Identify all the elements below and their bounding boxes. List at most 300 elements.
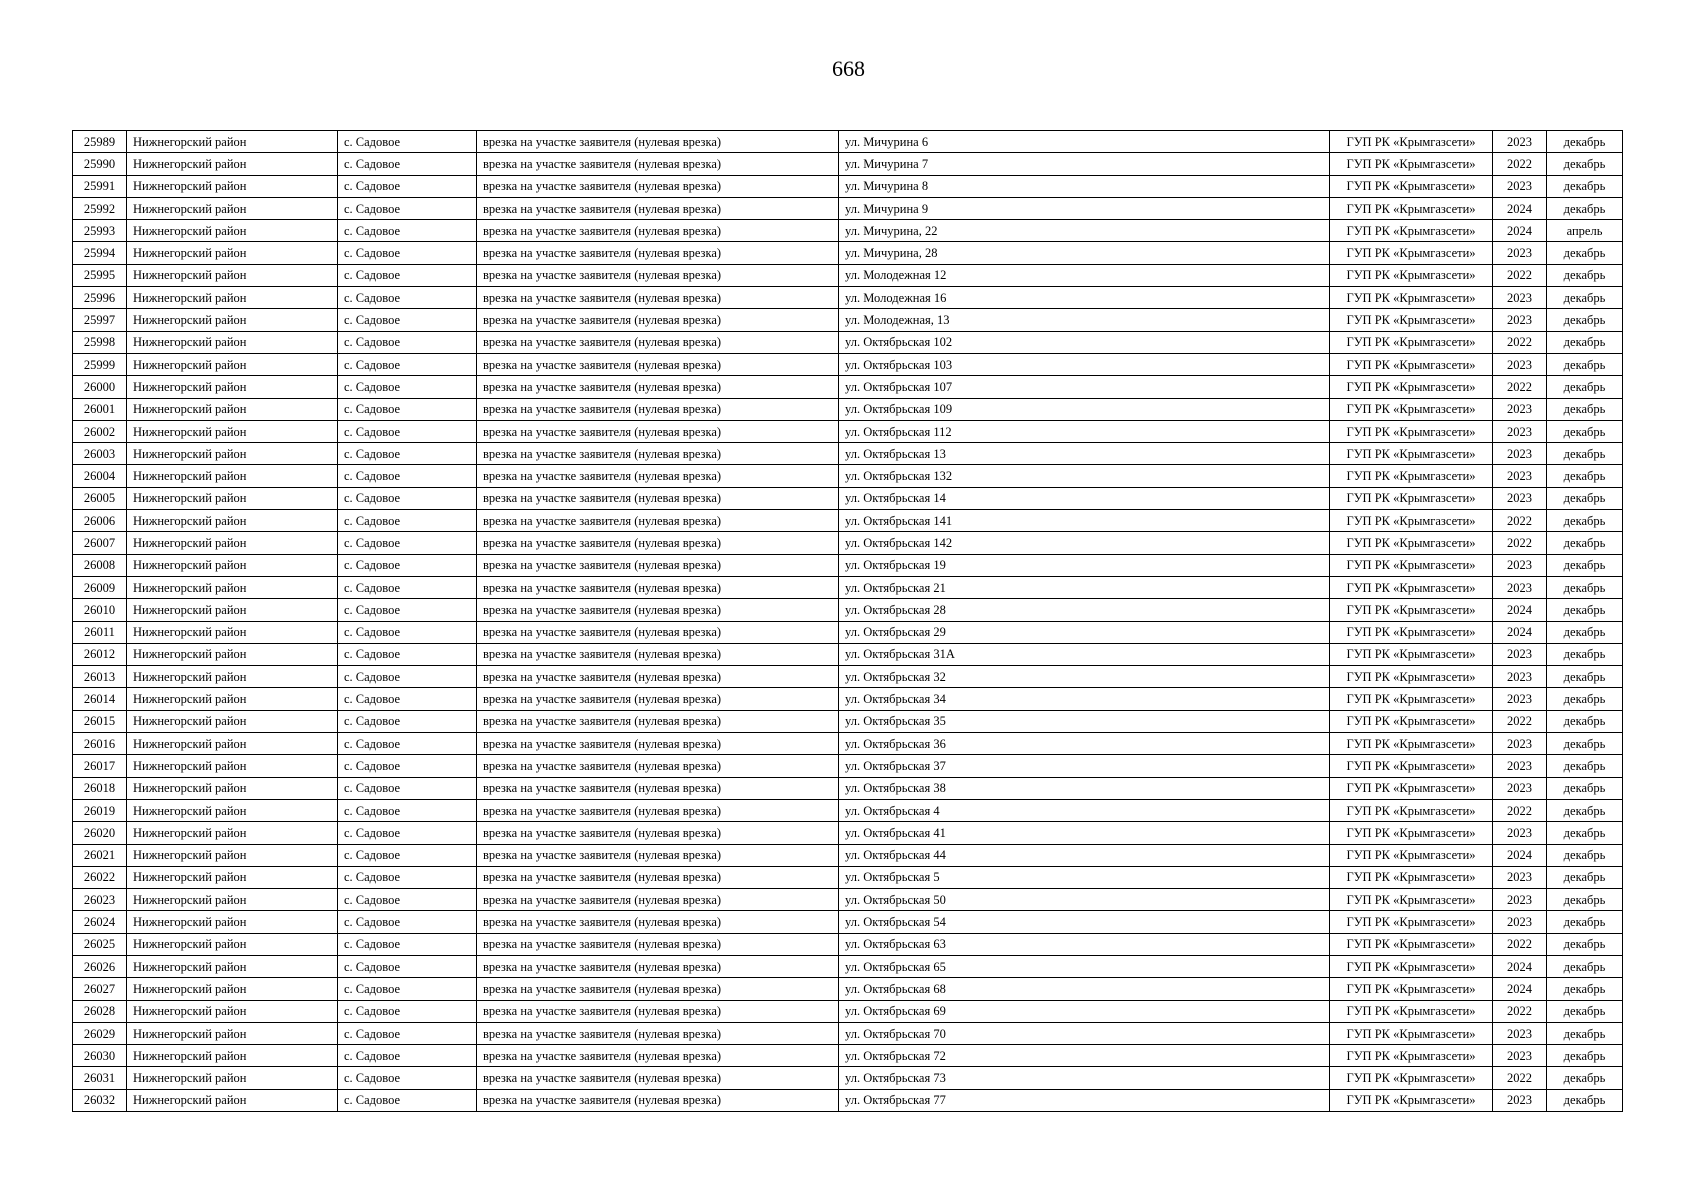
cell-record-number: 25995 (73, 264, 127, 286)
page-number: 668 (832, 56, 865, 81)
cell-year: 2023 (1493, 1045, 1547, 1067)
cell-year: 2023 (1493, 175, 1547, 197)
cell-work-type: врезка на участке заявителя (нулевая врезка) (477, 331, 839, 353)
cell-work-type: врезка на участке заявителя (нулевая врезка) (477, 643, 839, 665)
table-row (73, 955, 1623, 977)
cell-year: 2023 (1493, 465, 1547, 487)
cell-month: декабрь (1547, 1089, 1623, 1111)
cell-month: декабрь (1547, 264, 1623, 286)
cell-settlement: с. Садовое (338, 866, 477, 888)
cell-organization: ГУП РК «Крымгазсети» (1330, 242, 1493, 264)
cell-month: декабрь (1547, 443, 1623, 465)
cell-address: ул. Октябрьская 38 (839, 777, 1330, 799)
cell-settlement: с. Садовое (338, 532, 477, 554)
cell-record-number: 26022 (73, 866, 127, 888)
cell-district: Нижнегорский район (127, 621, 338, 643)
cell-settlement: с. Садовое (338, 955, 477, 977)
cell-year: 2023 (1493, 1089, 1547, 1111)
cell-address: ул. Октябрьская 14 (839, 487, 1330, 509)
cell-settlement: с. Садовое (338, 376, 477, 398)
table-row (73, 643, 1623, 665)
cell-address: ул. Октябрьская 5 (839, 866, 1330, 888)
table-row (73, 755, 1623, 777)
cell-month: декабрь (1547, 153, 1623, 175)
table-row (73, 822, 1623, 844)
cell-year: 2024 (1493, 955, 1547, 977)
cell-record-number: 26017 (73, 755, 127, 777)
cell-address: ул. Октябрьская 50 (839, 889, 1330, 911)
cell-organization: ГУП РК «Крымгазсети» (1330, 197, 1493, 219)
cell-address: ул. Октябрьская 109 (839, 398, 1330, 420)
cell-settlement: с. Садовое (338, 911, 477, 933)
cell-work-type: врезка на участке заявителя (нулевая врезка) (477, 287, 839, 309)
cell-record-number: 26028 (73, 1000, 127, 1022)
cell-work-type: врезка на участке заявителя (нулевая врезка) (477, 443, 839, 465)
cell-district: Нижнегорский район (127, 1045, 338, 1067)
cell-year: 2023 (1493, 554, 1547, 576)
cell-organization: ГУП РК «Крымгазсети» (1330, 822, 1493, 844)
cell-month: декабрь (1547, 889, 1623, 911)
cell-settlement: с. Садовое (338, 242, 477, 264)
cell-organization: ГУП РК «Крымгазсети» (1330, 576, 1493, 598)
cell-address: ул. Октябрьская 28 (839, 599, 1330, 621)
cell-year: 2024 (1493, 220, 1547, 242)
cell-organization: ГУП РК «Крымгазсети» (1330, 621, 1493, 643)
cell-year: 2023 (1493, 666, 1547, 688)
cell-district: Нижнегорский район (127, 242, 338, 264)
table-row (73, 844, 1623, 866)
cell-organization: ГУП РК «Крымгазсети» (1330, 1089, 1493, 1111)
cell-address: ул. Октябрьская 37 (839, 755, 1330, 777)
cell-record-number: 26026 (73, 955, 127, 977)
cell-organization: ГУП РК «Крымгазсети» (1330, 220, 1493, 242)
cell-year: 2022 (1493, 376, 1547, 398)
cell-address: ул. Октябрьская 32 (839, 666, 1330, 688)
cell-month: декабрь (1547, 799, 1623, 821)
table-row (73, 576, 1623, 598)
cell-record-number: 26001 (73, 398, 127, 420)
cell-organization: ГУП РК «Крымгазсети» (1330, 153, 1493, 175)
cell-work-type: врезка на участке заявителя (нулевая врезка) (477, 889, 839, 911)
cell-settlement: с. Садовое (338, 1045, 477, 1067)
cell-month: декабрь (1547, 175, 1623, 197)
cell-district: Нижнегорский район (127, 643, 338, 665)
cell-month: декабрь (1547, 376, 1623, 398)
cell-district: Нижнегорский район (127, 1089, 338, 1111)
cell-work-type: врезка на участке заявителя (нулевая врезка) (477, 1089, 839, 1111)
cell-address: ул. Мичурина, 28 (839, 242, 1330, 264)
cell-year: 2022 (1493, 331, 1547, 353)
cell-address: ул. Октябрьская 102 (839, 331, 1330, 353)
cell-district: Нижнегорский район (127, 710, 338, 732)
cell-work-type: врезка на участке заявителя (нулевая врезка) (477, 398, 839, 420)
cell-address: ул. Октябрьская 73 (839, 1067, 1330, 1089)
cell-settlement: с. Садовое (338, 599, 477, 621)
cell-record-number: 26018 (73, 777, 127, 799)
cell-settlement: с. Садовое (338, 487, 477, 509)
cell-work-type: врезка на участке заявителя (нулевая врезка) (477, 131, 839, 153)
cell-record-number: 25998 (73, 331, 127, 353)
cell-organization: ГУП РК «Крымгазсети» (1330, 844, 1493, 866)
cell-work-type: врезка на участке заявителя (нулевая врезка) (477, 688, 839, 710)
table-row (73, 309, 1623, 331)
cell-month: декабрь (1547, 554, 1623, 576)
table-row (73, 1045, 1623, 1067)
cell-organization: ГУП РК «Крымгазсети» (1330, 688, 1493, 710)
cell-district: Нижнегорский район (127, 420, 338, 442)
cell-settlement: с. Садовое (338, 220, 477, 242)
table-row (73, 331, 1623, 353)
cell-year: 2022 (1493, 1000, 1547, 1022)
table-row (73, 287, 1623, 309)
cell-organization: ГУП РК «Крымгазсети» (1330, 398, 1493, 420)
cell-record-number: 26031 (73, 1067, 127, 1089)
cell-address: ул. Октябрьская 69 (839, 1000, 1330, 1022)
cell-district: Нижнегорский район (127, 376, 338, 398)
cell-record-number: 26013 (73, 666, 127, 688)
cell-district: Нижнегорский район (127, 510, 338, 532)
cell-month: декабрь (1547, 955, 1623, 977)
table-row (73, 710, 1623, 732)
table-row (73, 197, 1623, 219)
cell-work-type: врезка на участке заявителя (нулевая врезка) (477, 264, 839, 286)
cell-district: Нижнегорский район (127, 955, 338, 977)
cell-address: ул. Октябрьская 19 (839, 554, 1330, 576)
cell-record-number: 25993 (73, 220, 127, 242)
cell-settlement: с. Садовое (338, 621, 477, 643)
cell-district: Нижнегорский район (127, 487, 338, 509)
cell-organization: ГУП РК «Крымгазсети» (1330, 554, 1493, 576)
cell-address: ул. Октябрьская 68 (839, 978, 1330, 1000)
cell-work-type: врезка на участке заявителя (нулевая врезка) (477, 844, 839, 866)
table-row (73, 554, 1623, 576)
cell-organization: ГУП РК «Крымгазсети» (1330, 643, 1493, 665)
cell-month: декабрь (1547, 643, 1623, 665)
cell-work-type: врезка на участке заявителя (нулевая врезка) (477, 576, 839, 598)
cell-year: 2023 (1493, 487, 1547, 509)
table-row (73, 688, 1623, 710)
table-row (73, 1067, 1623, 1089)
cell-settlement: с. Садовое (338, 933, 477, 955)
cell-year: 2023 (1493, 420, 1547, 442)
cell-work-type: врезка на участке заявителя (нулевая врезка) (477, 532, 839, 554)
cell-work-type: врезка на участке заявителя (нулевая врезка) (477, 799, 839, 821)
cell-record-number: 25997 (73, 309, 127, 331)
cell-record-number: 26007 (73, 532, 127, 554)
table-row (73, 889, 1623, 911)
registry-table (72, 130, 1623, 1112)
cell-organization: ГУП РК «Крымгазсети» (1330, 175, 1493, 197)
cell-address: ул. Октябрьская 141 (839, 510, 1330, 532)
cell-record-number: 25994 (73, 242, 127, 264)
cell-settlement: с. Садовое (338, 554, 477, 576)
cell-work-type: врезка на участке заявителя (нулевая врезка) (477, 621, 839, 643)
cell-month: декабрь (1547, 978, 1623, 1000)
cell-month: декабрь (1547, 733, 1623, 755)
cell-work-type: врезка на участке заявителя (нулевая врезка) (477, 933, 839, 955)
cell-settlement: с. Садовое (338, 510, 477, 532)
cell-address: ул. Молодежная 16 (839, 287, 1330, 309)
cell-organization: ГУП РК «Крымгазсети» (1330, 487, 1493, 509)
table-row (73, 264, 1623, 286)
cell-district: Нижнегорский район (127, 1067, 338, 1089)
cell-organization: ГУП РК «Крымгазсети» (1330, 799, 1493, 821)
cell-organization: ГУП РК «Крымгазсети» (1330, 955, 1493, 977)
cell-settlement: с. Садовое (338, 153, 477, 175)
cell-address: ул. Октябрьская 77 (839, 1089, 1330, 1111)
cell-settlement: с. Садовое (338, 889, 477, 911)
cell-organization: ГУП РК «Крымгазсети» (1330, 777, 1493, 799)
cell-work-type: врезка на участке заявителя (нулевая врезка) (477, 710, 839, 732)
registry-table-body (73, 131, 1623, 1112)
cell-settlement: с. Садовое (338, 443, 477, 465)
cell-month: декабрь (1547, 822, 1623, 844)
cell-work-type: врезка на участке заявителя (нулевая врезка) (477, 599, 839, 621)
cell-record-number: 26004 (73, 465, 127, 487)
cell-district: Нижнегорский район (127, 799, 338, 821)
table-row (73, 978, 1623, 1000)
table-row (73, 532, 1623, 554)
cell-address: ул. Октябрьская 21 (839, 576, 1330, 598)
cell-district: Нижнегорский район (127, 666, 338, 688)
cell-district: Нижнегорский район (127, 733, 338, 755)
cell-month: декабрь (1547, 599, 1623, 621)
cell-settlement: с. Садовое (338, 197, 477, 219)
cell-organization: ГУП РК «Крымгазсети» (1330, 443, 1493, 465)
cell-record-number: 26014 (73, 688, 127, 710)
cell-district: Нижнегорский район (127, 822, 338, 844)
cell-address: ул. Октябрьская 35 (839, 710, 1330, 732)
cell-address: ул. Октябрьская 65 (839, 955, 1330, 977)
cell-organization: ГУП РК «Крымгазсети» (1330, 510, 1493, 532)
cell-year: 2023 (1493, 353, 1547, 375)
table-row (73, 131, 1623, 153)
table-row (73, 599, 1623, 621)
cell-district: Нижнегорский район (127, 287, 338, 309)
table-row (73, 220, 1623, 242)
cell-year: 2022 (1493, 532, 1547, 554)
cell-address: ул. Октябрьская 36 (839, 733, 1330, 755)
cell-settlement: с. Садовое (338, 799, 477, 821)
cell-month: декабрь (1547, 197, 1623, 219)
cell-district: Нижнегорский район (127, 1000, 338, 1022)
cell-month: декабрь (1547, 1067, 1623, 1089)
cell-address: ул. Октябрьская 132 (839, 465, 1330, 487)
table-row (73, 777, 1623, 799)
cell-month: декабрь (1547, 1000, 1623, 1022)
cell-work-type: врезка на участке заявителя (нулевая врезка) (477, 666, 839, 688)
cell-district: Нижнегорский район (127, 398, 338, 420)
cell-settlement: с. Садовое (338, 844, 477, 866)
cell-settlement: с. Садовое (338, 777, 477, 799)
cell-settlement: с. Садовое (338, 1089, 477, 1111)
cell-organization: ГУП РК «Крымгазсети» (1330, 331, 1493, 353)
cell-record-number: 26015 (73, 710, 127, 732)
cell-settlement: с. Садовое (338, 1000, 477, 1022)
cell-district: Нижнегорский район (127, 844, 338, 866)
cell-settlement: с. Садовое (338, 398, 477, 420)
cell-settlement: с. Садовое (338, 465, 477, 487)
cell-work-type: врезка на участке заявителя (нулевая врезка) (477, 978, 839, 1000)
cell-month: декабрь (1547, 510, 1623, 532)
cell-work-type: врезка на участке заявителя (нулевая врезка) (477, 153, 839, 175)
cell-organization: ГУП РК «Крымгазсети» (1330, 131, 1493, 153)
table-row (73, 666, 1623, 688)
cell-record-number: 26029 (73, 1022, 127, 1044)
cell-settlement: с. Садовое (338, 733, 477, 755)
cell-work-type: врезка на участке заявителя (нулевая врезка) (477, 220, 839, 242)
table-row (73, 353, 1623, 375)
cell-address: ул. Мичурина 9 (839, 197, 1330, 219)
cell-record-number: 26011 (73, 621, 127, 643)
cell-organization: ГУП РК «Крымгазсети» (1330, 866, 1493, 888)
cell-record-number: 25990 (73, 153, 127, 175)
cell-address: ул. Октябрьская 34 (839, 688, 1330, 710)
cell-month: декабрь (1547, 777, 1623, 799)
cell-district: Нижнегорский район (127, 153, 338, 175)
cell-month: декабрь (1547, 911, 1623, 933)
cell-work-type: врезка на участке заявителя (нулевая врезка) (477, 1022, 839, 1044)
cell-month: декабрь (1547, 309, 1623, 331)
cell-year: 2023 (1493, 733, 1547, 755)
table-row (73, 933, 1623, 955)
cell-month: декабрь (1547, 1022, 1623, 1044)
cell-work-type: врезка на участке заявителя (нулевая врезка) (477, 1000, 839, 1022)
cell-district: Нижнегорский район (127, 220, 338, 242)
cell-work-type: врезка на участке заявителя (нулевая врезка) (477, 733, 839, 755)
cell-month: декабрь (1547, 353, 1623, 375)
cell-work-type: врезка на участке заявителя (нулевая врезка) (477, 420, 839, 442)
cell-district: Нижнегорский район (127, 532, 338, 554)
cell-organization: ГУП РК «Крымгазсети» (1330, 933, 1493, 955)
cell-record-number: 26005 (73, 487, 127, 509)
cell-record-number: 26020 (73, 822, 127, 844)
cell-record-number: 26025 (73, 933, 127, 955)
cell-month: декабрь (1547, 331, 1623, 353)
cell-address: ул. Октябрьская 54 (839, 911, 1330, 933)
cell-organization: ГУП РК «Крымгазсети» (1330, 264, 1493, 286)
cell-address: ул. Октябрьская 13 (839, 443, 1330, 465)
cell-work-type: врезка на участке заявителя (нулевая врезка) (477, 465, 839, 487)
cell-month: декабрь (1547, 398, 1623, 420)
cell-district: Нижнегорский район (127, 331, 338, 353)
cell-year: 2022 (1493, 1067, 1547, 1089)
cell-address: ул. Октябрьская 31А (839, 643, 1330, 665)
cell-address: ул. Мичурина 8 (839, 175, 1330, 197)
cell-year: 2022 (1493, 933, 1547, 955)
cell-work-type: врезка на участке заявителя (нулевая врезка) (477, 755, 839, 777)
cell-record-number: 26027 (73, 978, 127, 1000)
cell-record-number: 26032 (73, 1089, 127, 1111)
cell-month: декабрь (1547, 532, 1623, 554)
cell-year: 2023 (1493, 242, 1547, 264)
cell-year: 2023 (1493, 287, 1547, 309)
cell-organization: ГУП РК «Крымгазсети» (1330, 599, 1493, 621)
cell-district: Нижнегорский район (127, 777, 338, 799)
cell-year: 2023 (1493, 822, 1547, 844)
cell-year: 2023 (1493, 755, 1547, 777)
cell-year: 2023 (1493, 1022, 1547, 1044)
cell-month: декабрь (1547, 688, 1623, 710)
cell-month: декабрь (1547, 933, 1623, 955)
cell-district: Нижнегорский район (127, 264, 338, 286)
cell-district: Нижнегорский район (127, 889, 338, 911)
cell-year: 2022 (1493, 153, 1547, 175)
table-row (73, 443, 1623, 465)
cell-record-number: 26008 (73, 554, 127, 576)
cell-organization: ГУП РК «Крымгазсети» (1330, 420, 1493, 442)
cell-work-type: врезка на участке заявителя (нулевая врезка) (477, 554, 839, 576)
cell-record-number: 25996 (73, 287, 127, 309)
cell-district: Нижнегорский район (127, 443, 338, 465)
cell-address: ул. Мичурина 7 (839, 153, 1330, 175)
cell-month: декабрь (1547, 131, 1623, 153)
cell-address: ул. Октябрьская 44 (839, 844, 1330, 866)
table-row (73, 1089, 1623, 1111)
cell-month: декабрь (1547, 844, 1623, 866)
cell-organization: ГУП РК «Крымгазсети» (1330, 978, 1493, 1000)
cell-work-type: врезка на участке заявителя (нулевая врезка) (477, 175, 839, 197)
cell-district: Нижнегорский район (127, 599, 338, 621)
table-row (73, 175, 1623, 197)
table-row (73, 510, 1623, 532)
cell-settlement: с. Садовое (338, 643, 477, 665)
cell-work-type: врезка на участке заявителя (нулевая врезка) (477, 242, 839, 264)
cell-settlement: с. Садовое (338, 287, 477, 309)
cell-settlement: с. Садовое (338, 822, 477, 844)
table-row (73, 376, 1623, 398)
cell-organization: ГУП РК «Крымгазсети» (1330, 889, 1493, 911)
cell-record-number: 26006 (73, 510, 127, 532)
cell-address: ул. Октябрьская 4 (839, 799, 1330, 821)
cell-work-type: врезка на участке заявителя (нулевая врезка) (477, 510, 839, 532)
cell-year: 2022 (1493, 264, 1547, 286)
cell-address: ул. Молодежная 12 (839, 264, 1330, 286)
cell-work-type: врезка на участке заявителя (нулевая врезка) (477, 1067, 839, 1089)
cell-district: Нижнегорский район (127, 197, 338, 219)
cell-year: 2023 (1493, 777, 1547, 799)
cell-year: 2024 (1493, 197, 1547, 219)
cell-month: декабрь (1547, 242, 1623, 264)
cell-year: 2024 (1493, 621, 1547, 643)
cell-district: Нижнегорский район (127, 131, 338, 153)
cell-year: 2023 (1493, 398, 1547, 420)
cell-record-number: 26003 (73, 443, 127, 465)
cell-month: декабрь (1547, 1045, 1623, 1067)
cell-address: ул. Октябрьская 63 (839, 933, 1330, 955)
cell-record-number: 26023 (73, 889, 127, 911)
cell-record-number: 25989 (73, 131, 127, 153)
cell-settlement: с. Садовое (338, 666, 477, 688)
cell-address: ул. Октябрьская 70 (839, 1022, 1330, 1044)
cell-year: 2023 (1493, 576, 1547, 598)
cell-settlement: с. Садовое (338, 309, 477, 331)
cell-organization: ГУП РК «Крымгазсети» (1330, 353, 1493, 375)
cell-year: 2023 (1493, 688, 1547, 710)
cell-work-type: врезка на участке заявителя (нулевая врезка) (477, 376, 839, 398)
cell-record-number: 25999 (73, 353, 127, 375)
cell-organization: ГУП РК «Крымгазсети» (1330, 376, 1493, 398)
cell-record-number: 26021 (73, 844, 127, 866)
cell-address: ул. Октябрьская 142 (839, 532, 1330, 554)
table-row (73, 866, 1623, 888)
cell-organization: ГУП РК «Крымгазсети» (1330, 287, 1493, 309)
cell-year: 2022 (1493, 799, 1547, 821)
cell-settlement: с. Садовое (338, 353, 477, 375)
cell-month: декабрь (1547, 287, 1623, 309)
table-row (73, 733, 1623, 755)
cell-year: 2024 (1493, 599, 1547, 621)
